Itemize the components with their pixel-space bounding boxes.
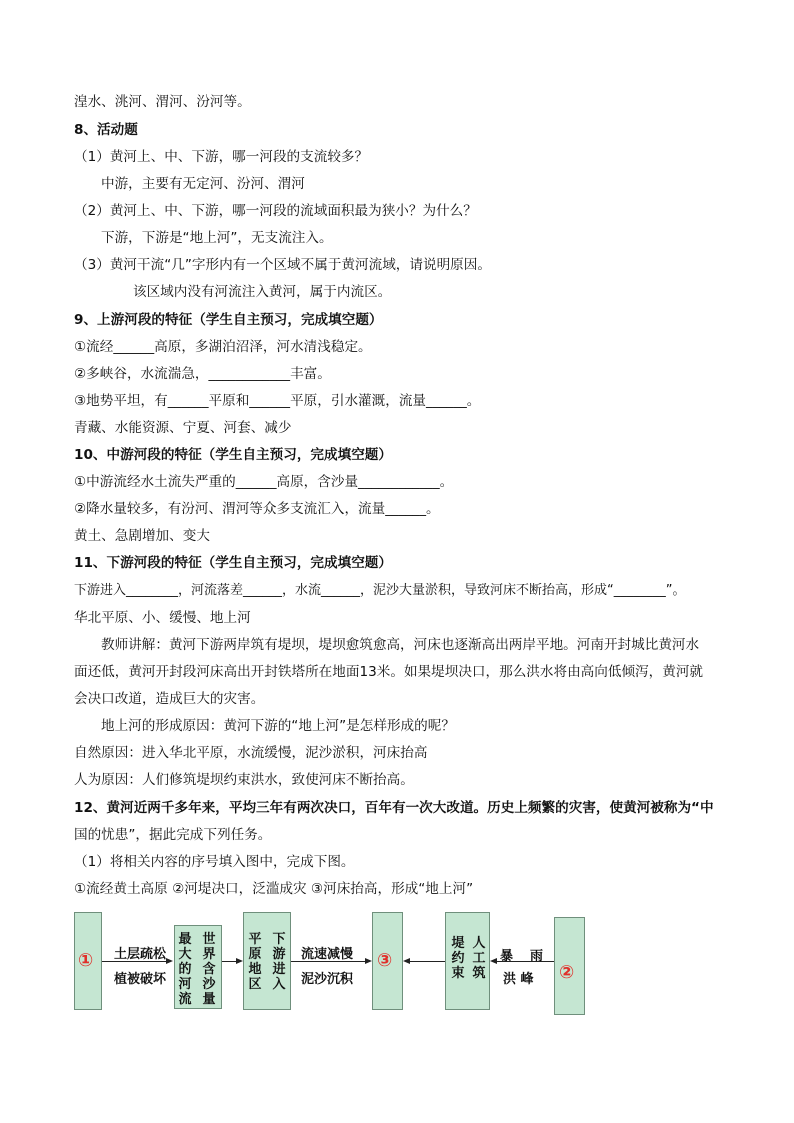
- human-cause: 人为原因：人们修筑堤坝约束洪水，致使河床不断抬高。: [74, 772, 414, 788]
- section-heading-12: 12、黄河近两千多年来，平均三年有两次决口，百年有一次大改道。历史上频繁的灾害，使黄河被称为“中: [74, 800, 714, 816]
- flow-box-2-col1: 最大的河流: [178, 932, 192, 1007]
- arrow-2-head: [236, 958, 243, 964]
- question-3: （3）黄河干流“几”字形内有一个区域不属于黄河流域，请说明原因。: [74, 257, 491, 273]
- answer-10: 黄土、急剧增加、变大: [74, 528, 210, 544]
- flow-box-2-col2: 世界含沙量: [202, 932, 216, 1007]
- fill-10-2: ②降水量较多，有汾河、渭河等众多支流汇入，流量______。: [74, 501, 440, 517]
- arrow-1-bottom-label: 植被破坏: [114, 972, 167, 987]
- flow-box-3-col1: 平原地区: [248, 932, 262, 992]
- section-heading-9: 9、上游河段的特征（学生自主预习，完成填空题）: [74, 312, 383, 328]
- fill-10-1: ①中游流经水土流失严重的______高原，含沙量____________。: [74, 474, 454, 490]
- fill-9-1: ①流经______高原，多湖泊沼泽，河水清浅稳定。: [74, 339, 372, 355]
- flow-box-6-label: ②: [559, 962, 575, 983]
- question-1: （1）黄河上、中、下游，哪一河段的支流较多？: [74, 149, 369, 165]
- flow-box-4-label: ③: [377, 950, 393, 971]
- answer-2: 下游，下游是“地上河”，无支流注入。: [101, 230, 333, 246]
- answer-1: 中游，主要有无定河、汾河、渭河: [101, 176, 305, 192]
- arrow-1-head: [166, 958, 173, 964]
- arrow-3-top-label: 流速减慢: [301, 947, 354, 962]
- question-2: （2）黄河上、中、下游，哪一河段的流域面积最为狭小？为什么？: [74, 203, 477, 219]
- flow-box-5-col2: 人工筑: [472, 936, 486, 981]
- arrow-4-head: [403, 958, 410, 964]
- section-heading-8: 8、活动题: [74, 122, 138, 138]
- fill-9-2: ②多峡谷，水流湍急，____________丰富。: [74, 366, 331, 382]
- answer-9: 青藏、水能资源、宁夏、河套、减少: [74, 420, 292, 436]
- arrow-3-head: [365, 958, 372, 964]
- arrow-1-top-label: 土层疏松: [114, 947, 167, 962]
- teacher-explanation-1: 教师讲解：黄河下游两岸筑有堤坝，堤坝愈筑愈高，河床也逐渐高出两岸平地。河南开封城比黄河水: [101, 637, 700, 653]
- task-12-1: （1）将相关内容的序号填入图中，完成下图。: [74, 854, 355, 870]
- text-line-1: 湟水、洮河、渭河、汾河等。: [74, 94, 251, 110]
- arrow-5-top-label-2: 雨: [530, 949, 544, 964]
- cause-question: 地上河的形成原因：黄河下游的“地上河”是怎样形成的呢？: [101, 718, 455, 734]
- arrow-5-head: [490, 958, 497, 964]
- fill-11: 下游进入________，河流落差______，水流______，泥沙大量淤积，导致河床不断抬高，形成“________”。: [74, 583, 686, 598]
- flow-box-5-col1: 堤约束: [451, 936, 465, 981]
- arrow-5-bottom-label: 洪 峰: [503, 972, 534, 987]
- teacher-explanation-3: 会决口改道，造成巨大的灾害。: [74, 691, 265, 707]
- fill-9-3: ③地势平坦，有______平原和______平原，引水灌溉，流量______。: [74, 393, 481, 409]
- flow-box-3-col2: 下游进入: [272, 932, 286, 992]
- arrow-2-line: [222, 961, 236, 962]
- answer-3: 该区域内没有河流注入黄河，属于内流区。: [133, 284, 392, 300]
- arrow-4-line: [410, 961, 445, 962]
- flow-box-1-label: ①: [78, 950, 94, 971]
- section-heading-11: 11、下游河段的特征（学生自主预习，完成填空题）: [74, 555, 392, 571]
- arrow-3-bottom-label: 泥沙沉积: [301, 972, 354, 987]
- options-12: ①流经黄土高原 ②河堤决口，泛滥成灾 ③河床抬高，形成“地上河”: [74, 881, 474, 897]
- teacher-explanation-2: 面还低，黄河开封段河床高出开封铁塔所在地面13米。如果堤坝决口，那么洪水将由高向低倾泻，黄河就: [74, 664, 704, 680]
- answer-11: 华北平原、小、缓慢、地上河: [74, 610, 251, 626]
- arrow-5-top-label-1: 暴: [500, 949, 514, 964]
- natural-cause: 自然原因：进入华北平原，水流缓慢，泥沙淤积，河床抬高: [74, 745, 428, 761]
- section-12-continued: 国的忧患”，据此完成下列任务。: [74, 827, 272, 843]
- section-heading-10: 10、中游河段的特征（学生自主预习，完成填空题）: [74, 447, 392, 463]
